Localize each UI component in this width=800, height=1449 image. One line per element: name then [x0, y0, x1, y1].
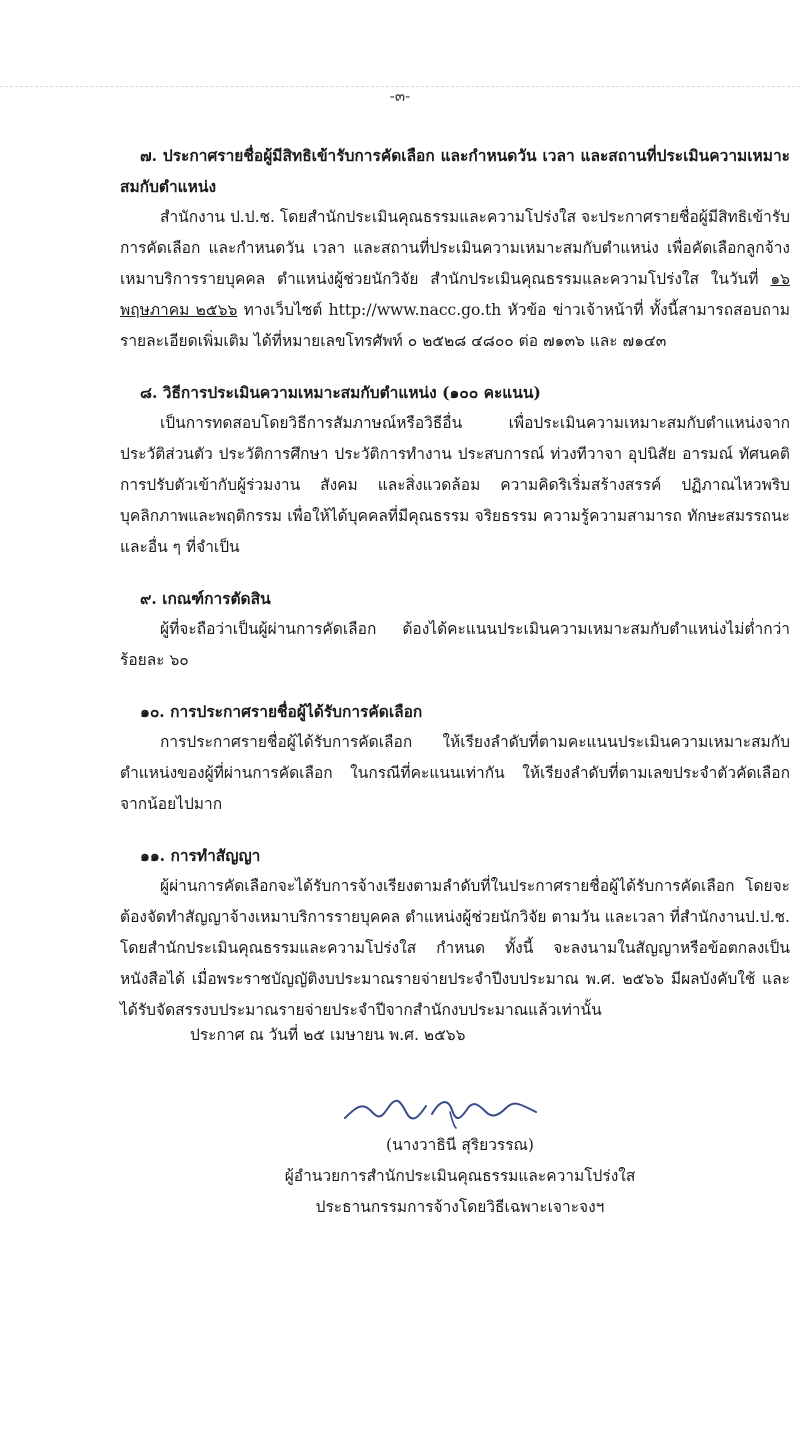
- section-paragraph: การประกาศรายชื่อผู้ได้รับการคัดเลือก ให้เรียงลำดับที่ตามคะแนนประเมินความเหมาะสมกับตำแหน่งของผู้ที่ผ่านการคัดเลือก ในกรณีที่คะแนนเท่ากัน ให้เรียงลำดับที่ตามเลขประจำตัวคัดเลือกจากน้อยไปมาก: [120, 733, 790, 813]
- signer-name: (นางวาธินี สุริยวรรณ): [386, 1136, 534, 1154]
- section-paragraph: ผู้ที่จะถือว่าเป็นผู้ผ่านการคัดเลือก ต้องได้คะแนนประเมินความเหมาะสมกับตำแหน่งไม่ต่ำกว่าร้อยละ ๖๐: [120, 620, 790, 669]
- signature-block: [240, 1130, 680, 1223]
- document-body: [120, 140, 790, 1046]
- section-7: [120, 140, 790, 357]
- signer-role: ประธานกรรมการจ้างโดยวิธีเฉพาะเจาะจงฯ: [315, 1198, 605, 1216]
- handwritten-signature: [340, 1090, 560, 1130]
- section-paragraph: เป็นการทดสอบโดยวิธีการสัมภาษณ์หรือวิธีอื่น เพื่อประเมินความเหมาะสมกับตำแหน่งจากประวัติส่วนตัว ประวัติการศึกษา ประวัติการทำงาน ประสบการณ์ ท่วงทีวาจา อุปนิสัย อารมณ์ ทัศนคติ การปรับตัวเข้ากับผู้ร่วมงาน สังคม และสิ่งแวดล้อม ความคิดริเริ่มสร้างสรรค์ ปฏิภาณไหวพริบ บุคลิกภาพและพฤติกรรม เพื่อให้ได้บุคคลที่มีคุณธรรม จริยธรรม ความรู้ความสามารถ ทักษะสมรรถนะ และอื่น ๆ ที่จำเป็น: [120, 414, 790, 556]
- section-paragraph: [120, 202, 790, 357]
- page-number: -๓-: [389, 87, 411, 105]
- section-heading: ๗. ประกาศรายชื่อผู้มีสิทธิเข้ารับการคัดเลือก และกำหนดวัน เวลา และสถานที่ประเมินความเหมาะสมกับตำแหน่ง: [120, 146, 790, 196]
- section-heading: ๑๑. การทำสัญญา: [140, 846, 261, 865]
- section-9: [120, 583, 790, 676]
- section-11: [120, 840, 790, 1026]
- section-10: [120, 696, 790, 820]
- announcement-date: ๑๖ พฤษภาคม ๒๕๖๖: [120, 270, 790, 319]
- section-heading: ๙. เกณฑ์การตัดสิน: [140, 589, 271, 608]
- section-8: [120, 377, 790, 563]
- section-heading: ๘. วิธีการประเมินความเหมาะสมกับตำแหน่ง (๑๐๐ คะแนน): [140, 383, 541, 402]
- paragraph-text: ทางเว็บไซต์ http://www.nacc.go.th หัวข้อ ข่าวเจ้าหน้าที่ ทั้งนี้สามารถสอบถามรายละเอียดเพิ่มเติม ได้ที่หมายเลขโทรศัพท์ ๐ ๒๕๒๘ ๔๘๐๐ ต่อ ๗๑๓๖ และ ๗๑๔๓: [120, 301, 790, 350]
- section-paragraph: ผู้ผ่านการคัดเลือกจะได้รับการจ้างเรียงตามลำดับที่ในประกาศรายชื่อผู้ได้รับการคัดเลือก โดยจะต้องจัดทำสัญญาจ้างเหมาบริการรายบุคคล ตำแหน่งผู้ช่วยนักวิจัย ตามวัน และเวลา ที่สำนักงานป.ป.ช. โดยสำนักประเมินคุณธรรมและความโปร่งใส กำหนด ทั้งนี้ จะลงนามในสัญญาหรือข้อตกลงเป็นหนังสือได้ เมื่อพระราชบัญญัติงบประมาณรายจ่ายประจำปีงบประมาณ พ.ศ. ๒๕๖๖ มีผลบังคับใช้ และได้รับจัดสรรงบประมาณรายจ่ายประจำปีจากสำนักงบประมาณแล้วเท่านั้น: [120, 877, 790, 1019]
- paragraph-text: สำนักงาน ป.ป.ช. โดยสำนักประเมินคุณธรรมและความโปร่งใส จะประกาศรายชื่อผู้มีสิทธิเข้ารับการคัดเลือก และกำหนดวัน เวลา และสถานที่ประเมินความเหมาะสมกับตำแหน่ง เพื่อคัดเลือกลูกจ้างเหมาบริการรายบุคคล ตำแหน่งผู้ช่วยนักวิจัย สำนักประเมินคุณธรรมและความโปร่งใส ในวันที่: [120, 208, 790, 288]
- section-heading: ๑๐. การประกาศรายชื่อผู้ได้รับการคัดเลือก: [140, 702, 423, 721]
- announcement-date-line: ประกาศ ณ วันที่ ๒๕ เมษายน พ.ศ. ๒๕๖๖: [190, 1026, 466, 1044]
- signer-title: ผู้อำนวยการสำนักประเมินคุณธรรมและความโปร่งใส: [284, 1167, 636, 1185]
